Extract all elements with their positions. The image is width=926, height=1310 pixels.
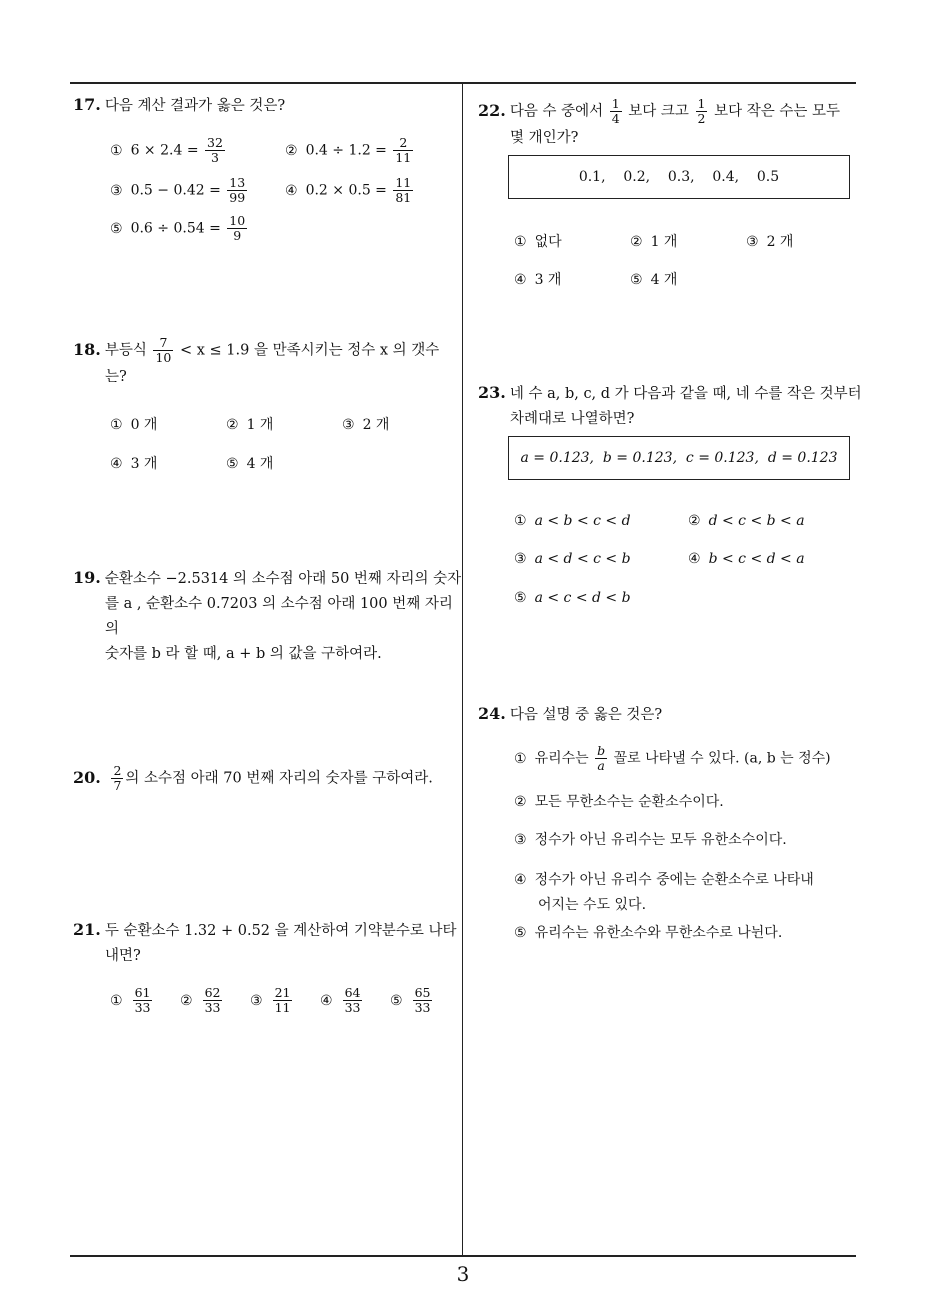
q22-option-4[interactable]: ④ 3 개	[514, 272, 562, 288]
question-22: 22. 다음 수 중에서 $\frac{1}{4}$ 보다 크고 $\frac{1}{2}$ 보다 작은 수는 모두 몇 개인가?	[478, 96, 840, 146]
q21-option-5[interactable]: ⑤ $\frac{65}{33}$	[390, 985, 431, 1015]
q24-option-3[interactable]: ③ 정수가 아닌 유리수는 모두 유한소수이다.	[514, 832, 787, 848]
question-number: 24.	[478, 704, 506, 723]
question-19: 19. 순환소수 −2.5314 의 소수점 아래 50 번째 자리의 숫자 를 a , 순환소수 0.7203 의 소수점 아래 100 번째 자리의 숫자를 b 라 할 때, a + b 의 값을 구하여라.	[73, 568, 462, 662]
q18-option-5[interactable]: ⑤ 4 개	[226, 456, 274, 472]
fraction: $\frac{32}{3}$	[207, 135, 223, 165]
fraction: $\frac{7}{10}$	[155, 335, 172, 365]
q24-option-5[interactable]: ⑤ 유리수는 유한소수와 무한소수로 나뉜다.	[514, 925, 783, 941]
question-20: 20. $\frac{2}{7}$ 의 소수점 아래 70 번째 자리의 숫자를 구하여라.	[73, 763, 433, 793]
q24-option-1[interactable]: ① 유리수는 $\frac{b}{a}$ 꼴로 나타낼 수 있다. (a, b 는 정수)	[514, 743, 831, 773]
q22-option-3[interactable]: ③ 2 개	[746, 234, 794, 250]
q17-option-1[interactable]: ① 6 × 2.4 = $\frac{32}{3}$	[110, 135, 223, 165]
q23-values-box: a = 0.123, b = 0.123, c = 0.123, d = 0.123	[508, 436, 850, 480]
top-rule	[70, 82, 856, 84]
question-number: 18.	[73, 339, 101, 359]
fraction: $\frac{2}{7}$	[113, 763, 122, 793]
q23-option-2[interactable]: ② d < c < b < a	[688, 513, 805, 529]
fraction: $\frac{1}{4}$	[611, 96, 620, 126]
question-number: 19.	[73, 568, 101, 587]
question-text: 다음 계산 결과가 옳은 것은?	[104, 98, 286, 114]
q21-option-1[interactable]: ① $\frac{61}{33}$	[110, 985, 151, 1015]
question-17	[73, 92, 458, 119]
q22-number-box: 0.1, 0.2, 0.3, 0.4, 0.5	[508, 155, 850, 199]
question-18: 18. 부등식 $\frac{7}{10}$ < x ≤ 1.9 을 만족시키는 정수 x 의 갯수 는?	[73, 335, 440, 385]
fraction: $\frac{b}{a}$	[597, 743, 606, 773]
fraction: $\frac{13}{99}$	[229, 175, 246, 205]
q23-option-4[interactable]: ④ b < c < d < a	[688, 551, 805, 567]
question-number: 21.	[73, 920, 101, 939]
column-divider	[462, 83, 463, 1257]
q18-option-4[interactable]: ④ 3 개	[110, 456, 158, 472]
question-number: 23.	[478, 383, 506, 402]
fraction: $\frac{1}{2}$	[697, 96, 706, 126]
question-number: 22.	[478, 100, 506, 120]
q23-option-1[interactable]: ① a < b < c < d	[514, 513, 631, 529]
q17-option-5[interactable]: ⑤ 0.6 ÷ 0.54 = $\frac{10}{9}$	[110, 213, 246, 243]
fraction: $\frac{11}{81}$	[395, 175, 412, 205]
page-number: 3	[456, 1262, 470, 1286]
q24-option-2[interactable]: ② 모든 무한소수는 순환소수이다.	[514, 794, 724, 810]
question-21: 21. 두 순환소수 1.32 + 0.52 을 계산하여 기약분수로 나타 내면?	[73, 920, 457, 964]
q23-option-3[interactable]: ③ a < d < c < b	[514, 551, 631, 567]
q18-option-2[interactable]: ② 1 개	[226, 417, 274, 433]
q23-option-5[interactable]: ⑤ a < c < d < b	[514, 590, 631, 606]
q18-option-1[interactable]: ① 0 개	[110, 417, 158, 433]
q21-option-4[interactable]: ④ $\frac{64}{33}$	[320, 985, 361, 1015]
question-23: 23. 네 수 a, b, c, d 가 다음과 같을 때, 네 수를 작은 것부터 차례대로 나열하면?	[478, 383, 862, 427]
q17-option-4[interactable]: ④ 0.2 × 0.5 = $\frac{11}{81}$	[285, 175, 412, 205]
q18-option-3[interactable]: ③ 2 개	[342, 417, 390, 433]
question-number: 20.	[73, 767, 101, 787]
question-number: 17.	[73, 95, 101, 114]
q22-option-2[interactable]: ② 1 개	[630, 234, 678, 250]
q21-option-3[interactable]: ③ $\frac{21}{11}$	[250, 985, 291, 1015]
question-24: 24. 다음 설명 중 옳은 것은?	[478, 704, 663, 723]
q21-option-2[interactable]: ② $\frac{62}{33}$	[180, 985, 221, 1015]
bottom-rule	[70, 1255, 856, 1257]
q22-option-5[interactable]: ⑤ 4 개	[630, 272, 678, 288]
q17-option-3[interactable]: ③ 0.5 − 0.42 = $\frac{13}{99}$	[110, 175, 246, 205]
fraction: $\frac{10}{9}$	[229, 213, 246, 243]
q17-option-2[interactable]: ② 0.4 ÷ 1.2 = $\frac{2}{11}$	[285, 135, 412, 165]
q24-option-4[interactable]: ④ 정수가 아닌 유리수 중에는 순환소수로 나타내 어지는 수도 있다.	[514, 872, 814, 913]
q22-option-1[interactable]: ① 없다	[514, 234, 562, 250]
fraction: $\frac{2}{11}$	[395, 135, 412, 165]
